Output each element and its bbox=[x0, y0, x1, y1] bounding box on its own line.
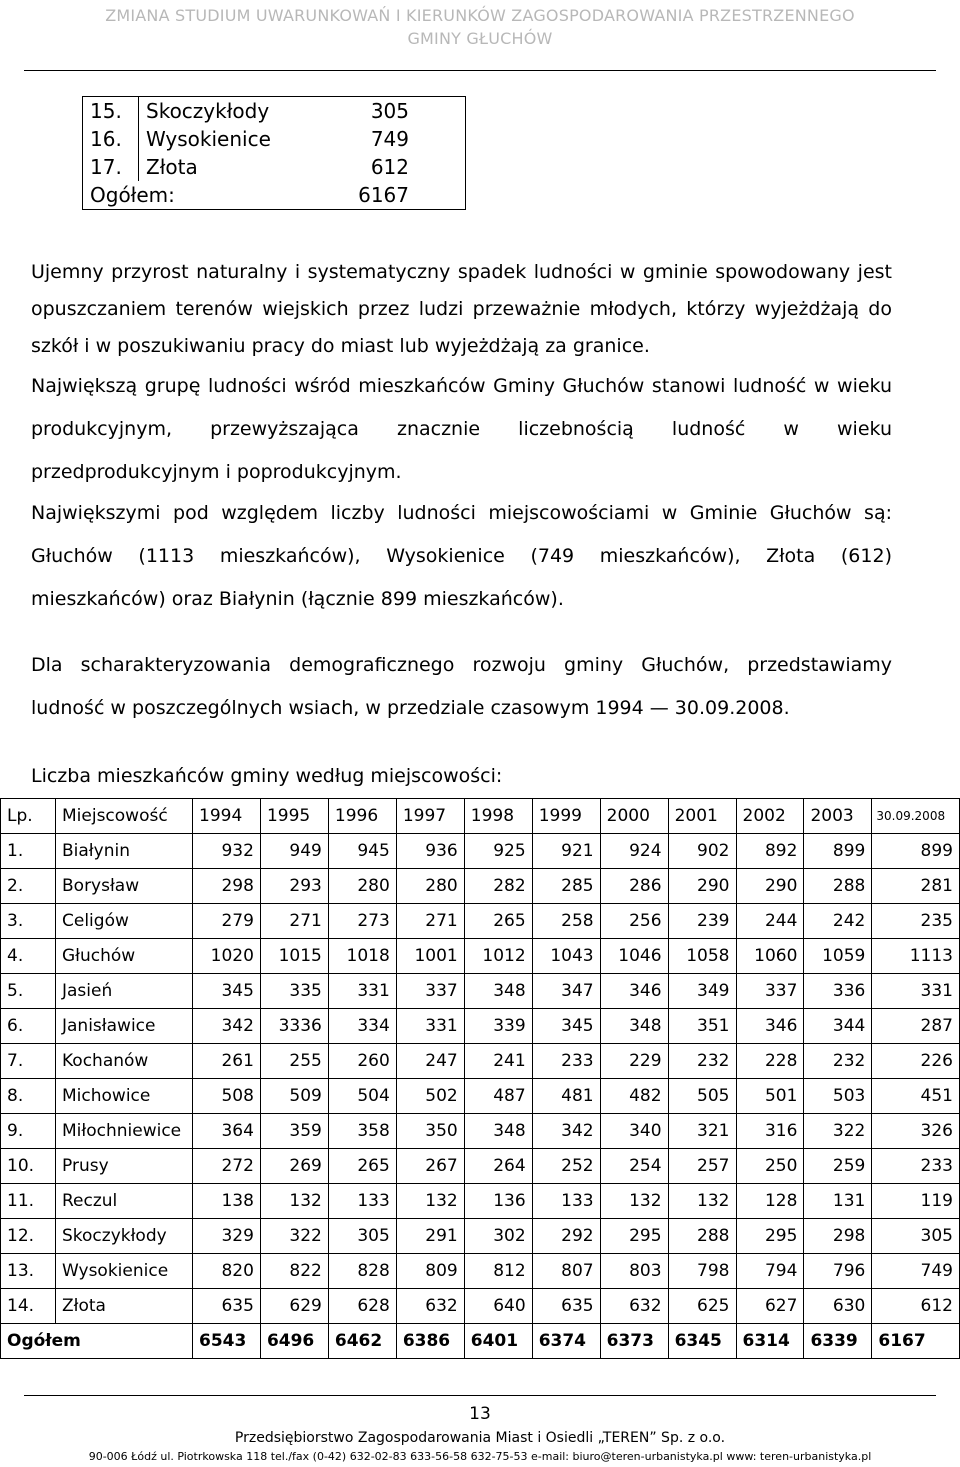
table-row bbox=[1, 1044, 960, 1079]
population-cell: 258 bbox=[532, 904, 600, 939]
column-header: 30.09.2008 bbox=[872, 799, 960, 834]
population-cell: 342 bbox=[532, 1114, 600, 1149]
population-cell: 286 bbox=[600, 869, 668, 904]
column-header: 1999 bbox=[532, 799, 600, 834]
village-name: Kochanów bbox=[56, 1044, 193, 1079]
table-row bbox=[1, 1149, 960, 1184]
population-cell: 451 bbox=[872, 1079, 960, 1114]
population-cell: 295 bbox=[736, 1219, 804, 1254]
summary-row bbox=[83, 125, 466, 153]
population-cell: 346 bbox=[736, 1009, 804, 1044]
summary-total-label: Ogółem: bbox=[90, 183, 175, 207]
row-number: 8. bbox=[1, 1079, 56, 1114]
population-cell: 138 bbox=[193, 1184, 261, 1219]
table-row bbox=[1, 1289, 960, 1324]
population-cell: 279 bbox=[193, 904, 261, 939]
population-cell: 337 bbox=[396, 974, 464, 1009]
summary-row-number: 16. bbox=[83, 125, 139, 153]
population-cell: 132 bbox=[396, 1184, 464, 1219]
table-total-row bbox=[1, 1324, 960, 1359]
population-cell: 803 bbox=[600, 1254, 668, 1289]
population-cell: 1060 bbox=[736, 939, 804, 974]
population-cell: 290 bbox=[668, 869, 736, 904]
population-cell: 347 bbox=[532, 974, 600, 1009]
summary-row-name: Wysokienice bbox=[146, 127, 271, 151]
population-cell: 820 bbox=[193, 1254, 261, 1289]
column-header: Lp. bbox=[1, 799, 56, 834]
village-name: Reczul bbox=[56, 1184, 193, 1219]
total-cell: 6314 bbox=[736, 1324, 804, 1359]
population-cell: 292 bbox=[532, 1219, 600, 1254]
row-number: 2. bbox=[1, 869, 56, 904]
population-cell: 798 bbox=[668, 1254, 736, 1289]
population-cell: 612 bbox=[872, 1289, 960, 1324]
total-cell: 6462 bbox=[328, 1324, 396, 1359]
summary-row bbox=[83, 97, 466, 126]
population-cell: 264 bbox=[464, 1149, 532, 1184]
total-cell: 6373 bbox=[600, 1324, 668, 1359]
row-number: 1. bbox=[1, 834, 56, 869]
population-cell: 305 bbox=[328, 1219, 396, 1254]
column-header: 2001 bbox=[668, 799, 736, 834]
table-row bbox=[1, 1254, 960, 1289]
population-cell: 288 bbox=[804, 869, 872, 904]
population-cell: 359 bbox=[260, 1114, 328, 1149]
footer-address: 90-006 Łódź ul. Piotrkowska 118 tel./fax (0-42) 632-02-83 633-56-58 632-75-53 e-mail: biuro@teren-urbanistyka.pl www: teren-urbanistyka.pl bbox=[88, 1450, 872, 1463]
population-cell: 132 bbox=[600, 1184, 668, 1219]
village-name: Celigów bbox=[56, 904, 193, 939]
population-cell: 281 bbox=[872, 869, 960, 904]
population-cell: 331 bbox=[328, 974, 396, 1009]
table-row bbox=[1, 1009, 960, 1044]
population-cell: 627 bbox=[736, 1289, 804, 1324]
total-cell: 6339 bbox=[804, 1324, 872, 1359]
village-name: Prusy bbox=[56, 1149, 193, 1184]
population-cell: 348 bbox=[464, 974, 532, 1009]
population-cell: 364 bbox=[193, 1114, 261, 1149]
population-cell: 949 bbox=[260, 834, 328, 869]
population-cell: 232 bbox=[668, 1044, 736, 1079]
population-cell: 351 bbox=[668, 1009, 736, 1044]
total-cell: 6374 bbox=[532, 1324, 600, 1359]
summary-row-value: 612 bbox=[370, 155, 409, 179]
population-cell: 822 bbox=[260, 1254, 328, 1289]
summary-total-value: 6167 bbox=[358, 183, 409, 207]
population-cell: 504 bbox=[328, 1079, 396, 1114]
summary-row-name: Skoczykłody bbox=[146, 99, 270, 123]
population-cell: 630 bbox=[804, 1289, 872, 1324]
table-row bbox=[1, 904, 960, 939]
population-cell: 936 bbox=[396, 834, 464, 869]
header-subtitle: GMINY GŁUCHÓW bbox=[407, 29, 553, 48]
population-cell: 749 bbox=[872, 1254, 960, 1289]
population-cell: 242 bbox=[804, 904, 872, 939]
population-cell: 259 bbox=[804, 1149, 872, 1184]
row-number: 5. bbox=[1, 974, 56, 1009]
population-cell: 233 bbox=[872, 1149, 960, 1184]
population-cell: 287 bbox=[872, 1009, 960, 1044]
column-header: 1994 bbox=[193, 799, 261, 834]
population-cell: 271 bbox=[396, 904, 464, 939]
paragraph-age-groups: Największą grupę ludności wśród mieszkańców Gminy Głuchów stanowi ludność w wieku produkcyjnym, przewyższająca znacznie liczebnością ludność w wieku przedprodukcyjnym i poprodukcyjnym. bbox=[31, 375, 892, 483]
population-cell: 346 bbox=[600, 974, 668, 1009]
header-divider bbox=[24, 70, 936, 71]
summary-row-value: 749 bbox=[370, 127, 409, 151]
population-cell: 250 bbox=[736, 1149, 804, 1184]
column-header: 1996 bbox=[328, 799, 396, 834]
population-cell: 239 bbox=[668, 904, 736, 939]
population-cell: 640 bbox=[464, 1289, 532, 1324]
page-number: 13 bbox=[469, 1404, 491, 1424]
population-cell: 1020 bbox=[193, 939, 261, 974]
village-name: Głuchów bbox=[56, 939, 193, 974]
row-number: 13. bbox=[1, 1254, 56, 1289]
population-cell: 272 bbox=[193, 1149, 261, 1184]
table-row bbox=[1, 1114, 960, 1149]
summary-row-name: Złota bbox=[146, 155, 198, 179]
summary-row-number: 15. bbox=[83, 97, 139, 126]
header-title: ZMIANA STUDIUM UWARUNKOWAŃ I KIERUNKÓW ZAGOSPODAROWANIA PRZESTRZENNEGO bbox=[105, 6, 855, 25]
summary-row-number: 17. bbox=[83, 153, 139, 181]
column-header: 1997 bbox=[396, 799, 464, 834]
population-cell: 295 bbox=[600, 1219, 668, 1254]
population-cell: 635 bbox=[532, 1289, 600, 1324]
population-cell: 229 bbox=[600, 1044, 668, 1079]
row-number: 10. bbox=[1, 1149, 56, 1184]
population-cell: 285 bbox=[532, 869, 600, 904]
population-cell: 293 bbox=[260, 869, 328, 904]
population-cell: 244 bbox=[736, 904, 804, 939]
population-cell: 241 bbox=[464, 1044, 532, 1079]
table-row bbox=[1, 974, 960, 1009]
population-cell: 892 bbox=[736, 834, 804, 869]
population-cell: 267 bbox=[396, 1149, 464, 1184]
population-cell: 335 bbox=[260, 974, 328, 1009]
population-cell: 260 bbox=[328, 1044, 396, 1079]
population-cell: 316 bbox=[736, 1114, 804, 1149]
paragraph-largest-villages: Największymi pod względem liczby ludności miejscowościami w Gminie Głuchów są: Głuchów (1113 mieszkańców), Wysokienice (749 mieszkańców), Złota (612) mieszkańców) oraz Białynin (łącznie 899 mieszkańców). bbox=[31, 502, 892, 610]
column-header: Miejscowość bbox=[56, 799, 193, 834]
total-cell: 6386 bbox=[396, 1324, 464, 1359]
population-summary-table bbox=[82, 96, 466, 210]
population-cell: 482 bbox=[600, 1079, 668, 1114]
population-cell: 255 bbox=[260, 1044, 328, 1079]
population-cell: 136 bbox=[464, 1184, 532, 1219]
population-cell: 1001 bbox=[396, 939, 464, 974]
population-cell: 261 bbox=[193, 1044, 261, 1079]
row-number: 3. bbox=[1, 904, 56, 939]
population-cell: 322 bbox=[804, 1114, 872, 1149]
column-header: 2003 bbox=[804, 799, 872, 834]
population-cell: 252 bbox=[532, 1149, 600, 1184]
population-cell: 298 bbox=[804, 1219, 872, 1254]
population-cell: 291 bbox=[396, 1219, 464, 1254]
population-cell: 350 bbox=[396, 1114, 464, 1149]
population-cell: 329 bbox=[193, 1219, 261, 1254]
paragraph-demographic-intro: Dla scharakteryzowania demograficznego rozwoju gminy Głuchów, przedstawiamy ludność w poszczególnych wsiach, w przedziale czasowym 1994 — 30.09.2008. bbox=[31, 654, 892, 719]
row-number: 7. bbox=[1, 1044, 56, 1079]
population-cell: 487 bbox=[464, 1079, 532, 1114]
population-cell: 128 bbox=[736, 1184, 804, 1219]
summary-total-row bbox=[83, 181, 466, 210]
column-header: 2002 bbox=[736, 799, 804, 834]
population-cell: 290 bbox=[736, 869, 804, 904]
population-cell: 503 bbox=[804, 1079, 872, 1114]
population-cell: 501 bbox=[736, 1079, 804, 1114]
population-cell: 273 bbox=[328, 904, 396, 939]
population-cell: 828 bbox=[328, 1254, 396, 1289]
row-number: 6. bbox=[1, 1009, 56, 1044]
population-cell: 358 bbox=[328, 1114, 396, 1149]
summary-row-value: 305 bbox=[370, 99, 409, 123]
population-cell: 505 bbox=[668, 1079, 736, 1114]
population-cell: 298 bbox=[193, 869, 261, 904]
total-cell: 6345 bbox=[668, 1324, 736, 1359]
population-cell: 339 bbox=[464, 1009, 532, 1044]
population-cell: 628 bbox=[328, 1289, 396, 1324]
population-cell: 331 bbox=[396, 1009, 464, 1044]
population-cell: 337 bbox=[736, 974, 804, 1009]
population-cell: 1058 bbox=[668, 939, 736, 974]
table-row bbox=[1, 939, 960, 974]
population-cell: 902 bbox=[668, 834, 736, 869]
population-cell: 921 bbox=[532, 834, 600, 869]
population-cell: 322 bbox=[260, 1219, 328, 1254]
population-cell: 228 bbox=[736, 1044, 804, 1079]
population-cell: 1012 bbox=[464, 939, 532, 974]
population-cell: 925 bbox=[464, 834, 532, 869]
population-cell: 812 bbox=[464, 1254, 532, 1289]
population-cell: 321 bbox=[668, 1114, 736, 1149]
population-cell: 232 bbox=[804, 1044, 872, 1079]
population-cell: 508 bbox=[193, 1079, 261, 1114]
population-cell: 247 bbox=[396, 1044, 464, 1079]
population-cell: 629 bbox=[260, 1289, 328, 1324]
population-cell: 133 bbox=[532, 1184, 600, 1219]
row-number: 12. bbox=[1, 1219, 56, 1254]
population-cell: 794 bbox=[736, 1254, 804, 1289]
population-cell: 1043 bbox=[532, 939, 600, 974]
population-cell: 1113 bbox=[872, 939, 960, 974]
population-cell: 305 bbox=[872, 1219, 960, 1254]
table-header-row bbox=[1, 799, 960, 834]
paragraph-natural-growth: Ujemny przyrost naturalny i systematyczny spadek ludności w gminie spowodowany jest opuszczaniem terenów wiejskich przez ludzi przeważnie młodych, którzy wyjeżdżają do szkół i w poszukiwaniu pracy do miast lub wyjeżdżają za granice. bbox=[31, 261, 892, 357]
population-cell: 334 bbox=[328, 1009, 396, 1044]
village-name: Miłochniewice bbox=[56, 1114, 193, 1149]
population-cell: 256 bbox=[600, 904, 668, 939]
village-name: Wysokienice bbox=[56, 1254, 193, 1289]
population-cell: 1059 bbox=[804, 939, 872, 974]
population-cell: 132 bbox=[260, 1184, 328, 1219]
population-cell: 336 bbox=[804, 974, 872, 1009]
row-number: 4. bbox=[1, 939, 56, 974]
population-cell: 344 bbox=[804, 1009, 872, 1044]
village-name: Michowice bbox=[56, 1079, 193, 1114]
population-cell: 945 bbox=[328, 834, 396, 869]
population-cell: 809 bbox=[396, 1254, 464, 1289]
population-cell: 345 bbox=[532, 1009, 600, 1044]
column-header: 2000 bbox=[600, 799, 668, 834]
population-cell: 796 bbox=[804, 1254, 872, 1289]
column-header: 1998 bbox=[464, 799, 532, 834]
village-name: Złota bbox=[56, 1289, 193, 1324]
village-name: Białynin bbox=[56, 834, 193, 869]
population-cell: 133 bbox=[328, 1184, 396, 1219]
table-row bbox=[1, 834, 960, 869]
total-cell: 6543 bbox=[193, 1324, 261, 1359]
population-cell: 509 bbox=[260, 1079, 328, 1114]
population-cell: 924 bbox=[600, 834, 668, 869]
population-cell: 271 bbox=[260, 904, 328, 939]
population-cell: 348 bbox=[600, 1009, 668, 1044]
population-cell: 257 bbox=[668, 1149, 736, 1184]
population-cell: 632 bbox=[600, 1289, 668, 1324]
population-cell: 342 bbox=[193, 1009, 261, 1044]
table-caption: Liczba mieszkańców gminy według miejscowości: bbox=[31, 765, 503, 787]
row-number: 9. bbox=[1, 1114, 56, 1149]
table-row bbox=[1, 1219, 960, 1254]
population-cell: 625 bbox=[668, 1289, 736, 1324]
population-cell: 265 bbox=[464, 904, 532, 939]
population-cell: 932 bbox=[193, 834, 261, 869]
table-row bbox=[1, 1079, 960, 1114]
column-header: 1995 bbox=[260, 799, 328, 834]
population-cell: 635 bbox=[193, 1289, 261, 1324]
population-cell: 233 bbox=[532, 1044, 600, 1079]
population-cell: 807 bbox=[532, 1254, 600, 1289]
population-cell: 3336 bbox=[260, 1009, 328, 1044]
population-cell: 235 bbox=[872, 904, 960, 939]
population-cell: 288 bbox=[668, 1219, 736, 1254]
population-cell: 131 bbox=[804, 1184, 872, 1219]
footer-divider bbox=[24, 1395, 936, 1396]
row-number: 11. bbox=[1, 1184, 56, 1219]
document-header bbox=[0, 4, 960, 50]
population-cell: 345 bbox=[193, 974, 261, 1009]
population-cell: 226 bbox=[872, 1044, 960, 1079]
total-label: Ogółem bbox=[1, 1324, 193, 1359]
village-name: Janisławice bbox=[56, 1009, 193, 1044]
population-cell: 502 bbox=[396, 1079, 464, 1114]
population-by-village-table bbox=[0, 798, 960, 1359]
total-cell: 6496 bbox=[260, 1324, 328, 1359]
population-cell: 280 bbox=[328, 869, 396, 904]
population-cell: 119 bbox=[872, 1184, 960, 1219]
population-cell: 899 bbox=[804, 834, 872, 869]
village-name: Jasień bbox=[56, 974, 193, 1009]
population-cell: 265 bbox=[328, 1149, 396, 1184]
population-cell: 1046 bbox=[600, 939, 668, 974]
population-cell: 348 bbox=[464, 1114, 532, 1149]
table-row bbox=[1, 1184, 960, 1219]
population-cell: 280 bbox=[396, 869, 464, 904]
population-cell: 282 bbox=[464, 869, 532, 904]
population-cell: 481 bbox=[532, 1079, 600, 1114]
population-cell: 326 bbox=[872, 1114, 960, 1149]
population-cell: 1015 bbox=[260, 939, 328, 974]
village-name: Skoczykłody bbox=[56, 1219, 193, 1254]
population-cell: 1018 bbox=[328, 939, 396, 974]
row-number: 14. bbox=[1, 1289, 56, 1324]
population-cell: 340 bbox=[600, 1114, 668, 1149]
total-cell: 6401 bbox=[464, 1324, 532, 1359]
population-cell: 269 bbox=[260, 1149, 328, 1184]
total-cell: 6167 bbox=[872, 1324, 960, 1359]
population-cell: 254 bbox=[600, 1149, 668, 1184]
population-cell: 302 bbox=[464, 1219, 532, 1254]
population-cell: 349 bbox=[668, 974, 736, 1009]
footer-company: Przedsiębiorstwo Zagospodarowania Miast i Osiedli „TEREN” Sp. z o.o. bbox=[234, 1430, 726, 1446]
population-cell: 632 bbox=[396, 1289, 464, 1324]
summary-row bbox=[83, 153, 466, 181]
population-cell: 899 bbox=[872, 834, 960, 869]
population-cell: 132 bbox=[668, 1184, 736, 1219]
table-row bbox=[1, 869, 960, 904]
village-name: Borysław bbox=[56, 869, 193, 904]
population-cell: 331 bbox=[872, 974, 960, 1009]
